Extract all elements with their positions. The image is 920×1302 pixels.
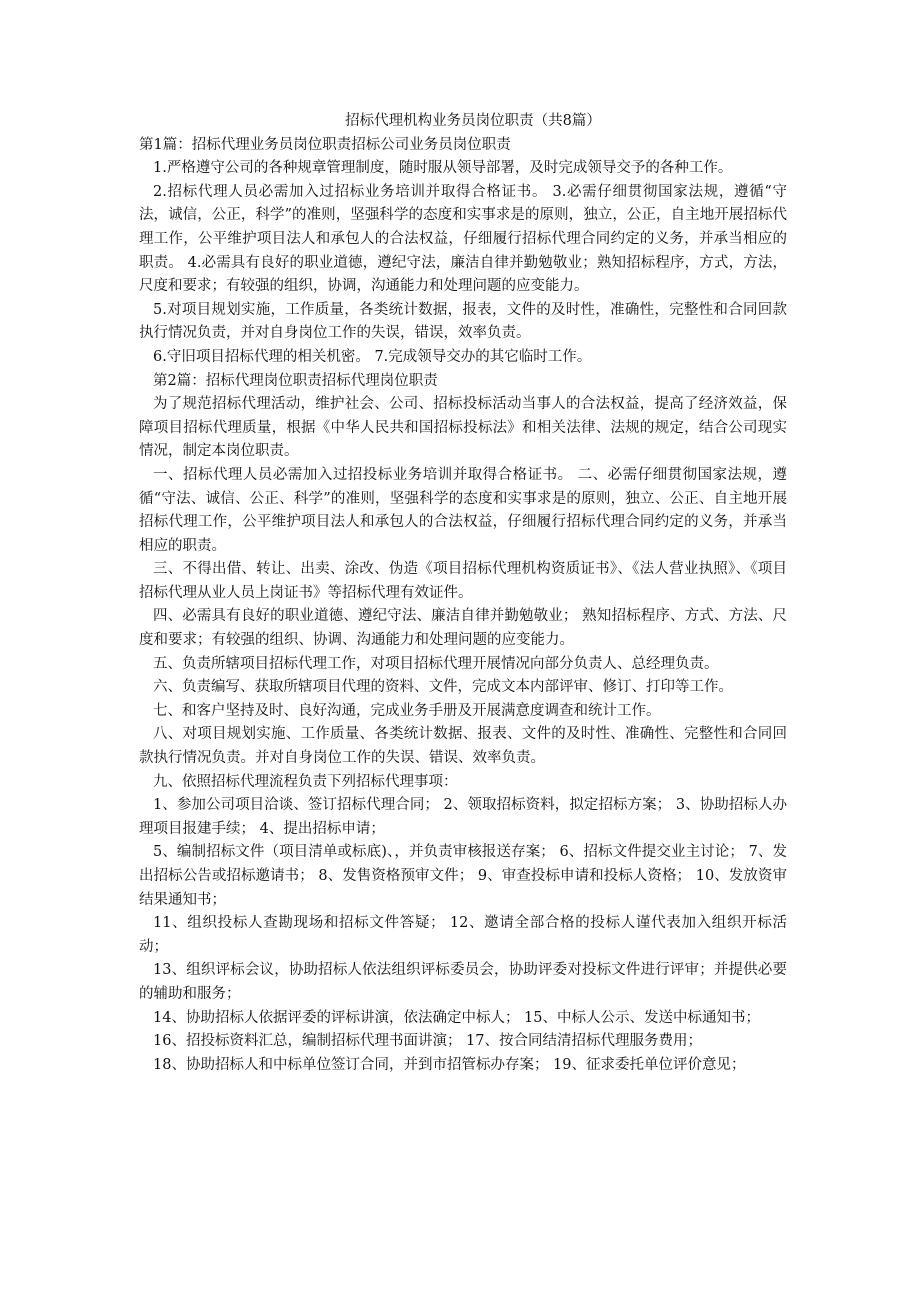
paragraph-11: 五、负责所辖项目招标代理工作，对项目招标代理开展情况向部分负责人、总经理负责。 (153, 655, 719, 672)
paragraph-18: 11、组织投标人查勘现场和招标文件答疑； 12、邀请全部合格的投标人谨代表加入组织开标活动； (139, 915, 787, 955)
paragraph-10: 四、必需具有良好的职业道德、遵纪守法、廉洁自律并勤勉敬业； 熟知招标程序、方式、方法、尺度和要求；有较强的组织、协调、沟通能力和处理问题的应变能力。 (139, 608, 787, 649)
paragraph-3: 2.招标代理人员必需加入过招标业务培训并取得合格证书。 3.必需仔细贯彻国家法规，遵循“守法，诚信，公正，科学”的准则，坚强科学的态度和实事求是的原则，独立，公正，自主地开展招标代理工作，公平维护项目法人和承包人的合法权益，仔细履行招标代理合同约定的义务，并承当相应的职责。 4.必需具有良好的职业道德，遵纪守法，廉洁自律并勤勉敬业；熟知招标程序，方式，方法，尺度和要求；有较强的组织，协调，沟通能力和处理问题的应变能力。 (139, 183, 787, 295)
paragraph-12: 六、负责编写、获取所辖项目代理的资料、文件，完成文本内部评审、修订、打印等工作。 (153, 679, 733, 696)
paragraph-17: 5、编制招标文件（项目清单或标底)、，并负责审核报送存案； 6、招标文件提交业主讨论； 7、发出招标公告或招标邀请书； 8、发售资格预审文件； 9、审查投标申请和投标人资格； 10、发放资审结果通知书； (139, 844, 787, 908)
paragraph-13: 七、和客户坚持及时、良好沟通，完成业务手册及开展满意度调查和统计工作。 (153, 702, 661, 719)
paragraph-2: 1.严格遵守公司的各种规章管理制度，随时服从领导部署，及时完成领导交予的各种工作。 (153, 160, 733, 177)
paragraph-21: 16、招投标资料汇总，编制招标代理书面讲演； 17、按合同结清招标代理服务费用； (153, 1033, 703, 1050)
document-page (139, 110, 787, 1077)
paragraph-19: 13、组织评标会议，协助招标人依法组织评标委员会，协助评委对投标文件进行评审；并提供必要的辅助和服务； (139, 962, 787, 1002)
paragraph-7: 为了规范招标代理活动，维护社会、公司、招标投标活动当事人的合法权益，提高了经济效益，保障项目招标代理质量，根据《中华人民共和国招标投标法》和相关法律、法规的规定，结合公司现实情况，制定本岗位职责。 (139, 396, 787, 460)
paragraph-14: 八、对项目规划实施、工作质量、各类统计数据、报表、文件的及时性、准确性、完整性和合同回款执行情况负责。并对自身岗位工作的失误、错误、效率负责。 (139, 726, 787, 767)
paragraph-8: 一、招标代理人员必需加入过招投标业务培训并取得合格证书。 二、必需仔细贯彻国家法规，遵循“守法、诚信、公正、科学”的准则，坚强科学的态度和实事求是的原则，独立、公正、自主地开展招标代理工作，公平维护项目法人和承包人的合法权益，仔细履行招标代理合同约定的义务，并承当相应的职责。 (139, 466, 787, 554)
paragraph-16: 1、参加公司项目洽谈、签订招标代理合同； 2、领取招标资料，拟定招标方案； 3、协助招标人办理项目报建手续； 4、提出招标申请； (139, 797, 787, 837)
document-title: 招标代理机构业务员岗位职责（共8篇） (345, 113, 601, 129)
paragraph-6: 第2篇：招标代理岗位职责招标代理岗位职责 (153, 372, 438, 389)
paragraph-15: 九、依照招标代理流程负责下列招标代理事项： (153, 773, 458, 790)
paragraph-5: 6.守旧项目招标代理的相关机密。 7.完成领导交办的其它临时工作。 (153, 348, 592, 365)
paragraph-22: 18、协助招标人和中标单位签订合同，并到市招管标办存案； 19、征求委托单位评价意见； (153, 1056, 746, 1073)
paragraph-4: 5.对项目规划实施，工作质量，各类统计数据，报表，文件的及时性，准确性，完整性和合同回款执行情况负责，并对自身岗位工作的失误，错误，效率负责。 (139, 301, 787, 342)
paragraph-20: 14、协助招标人依据评委的评标讲演，依法确定中标人； 15、中标人公示、发送中标通知书； (153, 1009, 761, 1026)
paragraph-9: 三、不得出借、转让、出卖、涂改、伪造《项目招标代理机构资质证书》、《法人营业执照》、《项目招标代理从业人员上岗证书》等招标代理有效证件。 (139, 561, 787, 601)
paragraph-1: 第1篇：招标代理业务员岗位职责招标公司业务员岗位职责 (139, 136, 511, 153)
